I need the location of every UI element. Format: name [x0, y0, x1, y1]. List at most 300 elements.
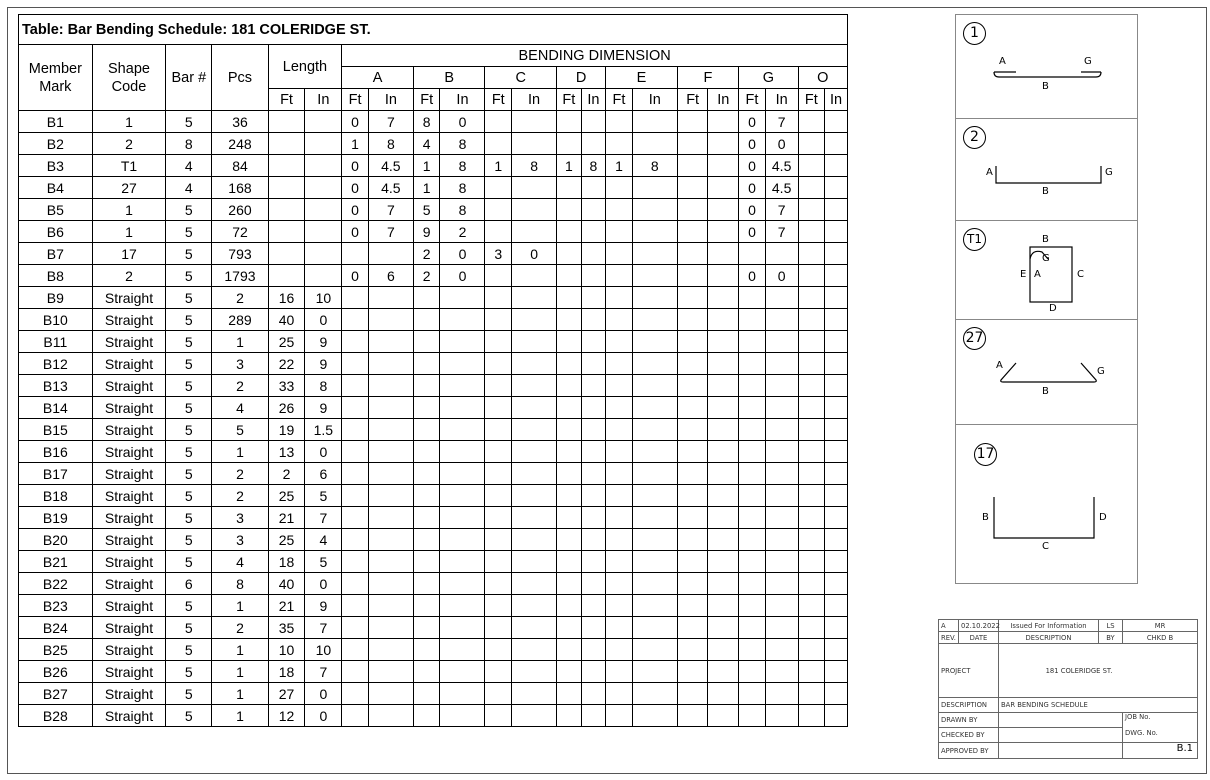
- table-cell: [798, 595, 825, 617]
- table-cell: [557, 353, 582, 375]
- table-cell: [606, 639, 633, 661]
- header-ft: Ft: [677, 89, 708, 111]
- table-cell: [485, 265, 512, 287]
- table-cell: [798, 573, 825, 595]
- table-cell: [557, 287, 582, 309]
- header-in: In: [305, 89, 342, 111]
- bar-bending-schedule-table: [18, 14, 848, 727]
- table-cell: [677, 441, 708, 463]
- table-cell: [440, 309, 485, 331]
- shape-1-diagram: [956, 15, 1137, 119]
- table-cell: [765, 463, 798, 485]
- table-cell: [825, 639, 848, 661]
- table-cell: [342, 661, 369, 683]
- table-cell: 0: [305, 705, 342, 727]
- table-row: [19, 287, 848, 309]
- table-cell: 289: [212, 309, 268, 331]
- table-cell: 1: [413, 155, 440, 177]
- table-cell: [368, 551, 413, 573]
- table-row: [19, 419, 848, 441]
- table-cell: [512, 705, 557, 727]
- header-ft: Ft: [413, 89, 440, 111]
- table-cell: [632, 661, 677, 683]
- table-cell: 0: [739, 265, 766, 287]
- table-cell: [825, 375, 848, 397]
- table-cell: [739, 507, 766, 529]
- table-cell: 5: [166, 221, 212, 243]
- table-cell: [305, 243, 342, 265]
- table-cell: 4: [212, 551, 268, 573]
- table-cell: [739, 463, 766, 485]
- table-cell: [485, 177, 512, 199]
- table-cell: [798, 441, 825, 463]
- table-cell: [581, 573, 606, 595]
- table-cell: [708, 221, 739, 243]
- table-cell: [557, 111, 582, 133]
- table-cell: [739, 441, 766, 463]
- table-cell: [557, 177, 582, 199]
- table-cell: [708, 463, 739, 485]
- table-cell: [708, 551, 739, 573]
- table-cell: 2: [212, 485, 268, 507]
- approved-by-label: APPROVED BY: [939, 743, 999, 759]
- table-cell: [708, 529, 739, 551]
- table-cell: Straight: [92, 507, 166, 529]
- table-cell: 1793: [212, 265, 268, 287]
- table-cell: 2: [440, 221, 485, 243]
- table-cell: [739, 309, 766, 331]
- table-cell: [305, 111, 342, 133]
- table-cell: [765, 683, 798, 705]
- table-cell: 0: [342, 111, 369, 133]
- shape-1-panel: [956, 15, 1137, 119]
- table-cell: [739, 705, 766, 727]
- table-cell: [798, 639, 825, 661]
- shape-code-badge: 2: [963, 126, 986, 149]
- table-cell: [677, 265, 708, 287]
- by-value: LS: [1099, 620, 1123, 632]
- table-cell: [677, 595, 708, 617]
- table-cell: [440, 441, 485, 463]
- table-cell: [512, 661, 557, 683]
- table-cell: 35: [268, 617, 305, 639]
- table-cell: [581, 441, 606, 463]
- table-cell: [485, 507, 512, 529]
- table-cell: [677, 507, 708, 529]
- table-cell: [632, 243, 677, 265]
- table-cell: [485, 221, 512, 243]
- table-cell: 0: [305, 441, 342, 463]
- table-cell: [739, 683, 766, 705]
- table-cell: [512, 617, 557, 639]
- table-cell: [440, 683, 485, 705]
- table-cell: [368, 595, 413, 617]
- table-cell: [677, 221, 708, 243]
- table-cell: [825, 265, 848, 287]
- table-cell: 5: [212, 419, 268, 441]
- table-cell: 0: [739, 199, 766, 221]
- table-cell: [798, 661, 825, 683]
- table-cell: [765, 595, 798, 617]
- table-cell: [440, 661, 485, 683]
- table-cell: 7: [305, 617, 342, 639]
- table-cell: [512, 331, 557, 353]
- table-cell: [512, 265, 557, 287]
- table-cell: [677, 177, 708, 199]
- table-cell: [798, 705, 825, 727]
- table-cell: [677, 243, 708, 265]
- table-cell: [825, 683, 848, 705]
- table-cell: [606, 529, 633, 551]
- table-cell: B11: [19, 331, 93, 353]
- table-cell: [825, 595, 848, 617]
- table-cell: [677, 419, 708, 441]
- table-cell: [825, 177, 848, 199]
- header-bar-no: Bar #: [166, 45, 212, 111]
- table-cell: [825, 419, 848, 441]
- table-cell: [825, 309, 848, 331]
- table-cell: 5: [166, 111, 212, 133]
- shape-code-badge: T1: [963, 228, 986, 251]
- table-cell: [581, 287, 606, 309]
- table-cell: 5: [166, 683, 212, 705]
- table-cell: 168: [212, 177, 268, 199]
- table-cell: [512, 309, 557, 331]
- table-cell: [413, 529, 440, 551]
- table-cell: 1: [92, 221, 166, 243]
- table-cell: [342, 397, 369, 419]
- table-cell: [342, 507, 369, 529]
- table-cell: [581, 243, 606, 265]
- table-cell: [342, 573, 369, 595]
- table-row: [19, 595, 848, 617]
- table-cell: B7: [19, 243, 93, 265]
- table-cell: [606, 419, 633, 441]
- table-cell: [512, 353, 557, 375]
- table-cell: [606, 573, 633, 595]
- table-cell: [765, 375, 798, 397]
- table-cell: [798, 243, 825, 265]
- header-ft: Ft: [557, 89, 582, 111]
- table-cell: B10: [19, 309, 93, 331]
- table-cell: 5: [166, 441, 212, 463]
- table-cell: [557, 551, 582, 573]
- table-cell: [440, 639, 485, 661]
- table-cell: [765, 419, 798, 441]
- table-cell: 2: [92, 265, 166, 287]
- table-cell: [606, 617, 633, 639]
- table-cell: 21: [268, 507, 305, 529]
- table-cell: [268, 243, 305, 265]
- table-cell: 0: [305, 683, 342, 705]
- table-cell: 5: [166, 661, 212, 683]
- table-cell: [825, 463, 848, 485]
- shape-codes-panel: [955, 14, 1138, 584]
- table-cell: [413, 353, 440, 375]
- drawn-by-label: DRAWN BY: [939, 713, 999, 728]
- table-cell: [632, 353, 677, 375]
- table-cell: [825, 485, 848, 507]
- table-cell: Straight: [92, 595, 166, 617]
- table-cell: [440, 353, 485, 375]
- table-cell: [368, 529, 413, 551]
- table-cell: [557, 573, 582, 595]
- table-row: [19, 639, 848, 661]
- description-value: BAR BENDING SCHEDULE: [999, 698, 1198, 713]
- table-cell: [305, 265, 342, 287]
- table-cell: [413, 397, 440, 419]
- table-cell: [825, 155, 848, 177]
- table-cell: 5: [166, 595, 212, 617]
- table-cell: 4.5: [765, 155, 798, 177]
- table-cell: 0: [440, 265, 485, 287]
- table-cell: [440, 397, 485, 419]
- table-cell: B18: [19, 485, 93, 507]
- table-cell: [708, 199, 739, 221]
- table-cell: [368, 639, 413, 661]
- table-cell: [581, 419, 606, 441]
- table-cell: B15: [19, 419, 93, 441]
- shape-17-panel: [956, 425, 1137, 583]
- table-cell: 1: [212, 661, 268, 683]
- table-cell: [677, 661, 708, 683]
- table-cell: 40: [268, 573, 305, 595]
- table-cell: [739, 419, 766, 441]
- table-cell: [305, 199, 342, 221]
- table-cell: 5: [166, 331, 212, 353]
- table-cell: [305, 177, 342, 199]
- table-cell: [798, 485, 825, 507]
- table-cell: [413, 463, 440, 485]
- table-cell: [342, 353, 369, 375]
- table-cell: 1: [212, 683, 268, 705]
- table-cell: [708, 595, 739, 617]
- table-cell: 5: [166, 463, 212, 485]
- shape-code-badge: 17: [974, 443, 997, 466]
- table-cell: [512, 287, 557, 309]
- table-cell: [440, 331, 485, 353]
- table-cell: [798, 199, 825, 221]
- table-cell: 8: [440, 133, 485, 155]
- table-cell: [606, 661, 633, 683]
- table-cell: Straight: [92, 309, 166, 331]
- table-cell: 4.5: [765, 177, 798, 199]
- table-cell: 1: [212, 331, 268, 353]
- table-cell: [512, 507, 557, 529]
- shape-code-badge: 27: [963, 327, 986, 350]
- table-cell: [677, 705, 708, 727]
- table-cell: B17: [19, 463, 93, 485]
- table-cell: [581, 485, 606, 507]
- table-cell: [825, 353, 848, 375]
- table-cell: [485, 617, 512, 639]
- table-cell: 12: [268, 705, 305, 727]
- table-cell: [798, 309, 825, 331]
- shape-label-c: C: [1042, 541, 1049, 552]
- table-cell: [342, 331, 369, 353]
- table-cell: [708, 177, 739, 199]
- table-cell: [368, 353, 413, 375]
- table-cell: 5: [166, 507, 212, 529]
- table-cell: [632, 375, 677, 397]
- table-cell: [825, 287, 848, 309]
- table-cell: 0: [440, 111, 485, 133]
- table-cell: [342, 243, 369, 265]
- table-cell: [677, 683, 708, 705]
- table-cell: [268, 133, 305, 155]
- table-row: [19, 133, 848, 155]
- table-cell: [606, 243, 633, 265]
- table-cell: [368, 507, 413, 529]
- table-cell: [825, 199, 848, 221]
- table-cell: [677, 133, 708, 155]
- table-cell: [413, 375, 440, 397]
- table-cell: [677, 573, 708, 595]
- table-cell: [739, 551, 766, 573]
- table-cell: 36: [212, 111, 268, 133]
- table-cell: [512, 573, 557, 595]
- table-cell: 2: [212, 463, 268, 485]
- table-cell: [512, 397, 557, 419]
- table-cell: [739, 639, 766, 661]
- shape-27-panel: [956, 320, 1137, 425]
- table-cell: [268, 221, 305, 243]
- table-cell: [440, 463, 485, 485]
- table-cell: [798, 331, 825, 353]
- description-label: DESCRIPTION: [939, 698, 999, 713]
- table-cell: [413, 441, 440, 463]
- table-cell: [485, 419, 512, 441]
- table-cell: [557, 331, 582, 353]
- table-cell: [368, 441, 413, 463]
- table-cell: [485, 111, 512, 133]
- table-cell: [632, 199, 677, 221]
- table-cell: [368, 463, 413, 485]
- table-cell: [825, 551, 848, 573]
- table-cell: [606, 353, 633, 375]
- table-cell: [798, 397, 825, 419]
- table-row: [19, 397, 848, 419]
- table-cell: [268, 177, 305, 199]
- table-cell: Straight: [92, 353, 166, 375]
- job-no-label: JOB No.: [1123, 713, 1198, 743]
- table-cell: [606, 265, 633, 287]
- header-length: Length: [268, 45, 342, 89]
- table-cell: 10: [268, 639, 305, 661]
- table-cell: [512, 529, 557, 551]
- checked-by-label: CHECKED BY: [939, 728, 999, 743]
- table-cell: 1: [92, 111, 166, 133]
- table-cell: 3: [212, 353, 268, 375]
- table-cell: [632, 573, 677, 595]
- table-cell: 6: [368, 265, 413, 287]
- table-cell: 27: [92, 177, 166, 199]
- table-cell: [632, 639, 677, 661]
- table-cell: [606, 705, 633, 727]
- table-cell: 9: [305, 331, 342, 353]
- table-row: [19, 463, 848, 485]
- table-cell: [440, 485, 485, 507]
- table-row: [19, 441, 848, 463]
- table-cell: [512, 463, 557, 485]
- table-cell: T1: [92, 155, 166, 177]
- table-cell: [485, 595, 512, 617]
- table-cell: [581, 639, 606, 661]
- table-cell: [368, 705, 413, 727]
- table-cell: Straight: [92, 485, 166, 507]
- table-cell: 10: [305, 287, 342, 309]
- shape-label-b: B: [982, 512, 989, 523]
- table-cell: [368, 661, 413, 683]
- title-block: [938, 619, 1198, 759]
- table-cell: B27: [19, 683, 93, 705]
- table-cell: [798, 419, 825, 441]
- table-cell: [557, 485, 582, 507]
- table-cell: [765, 331, 798, 353]
- table-cell: [677, 353, 708, 375]
- table-cell: [632, 595, 677, 617]
- table-cell: 1: [413, 177, 440, 199]
- table-cell: Straight: [92, 683, 166, 705]
- table-cell: [440, 419, 485, 441]
- table-cell: [632, 617, 677, 639]
- table-cell: 1: [212, 705, 268, 727]
- table-cell: B4: [19, 177, 93, 199]
- table-cell: [708, 309, 739, 331]
- table-cell: 1: [557, 155, 582, 177]
- table-cell: [739, 331, 766, 353]
- shape-label-a: A: [986, 167, 993, 178]
- table-cell: [632, 529, 677, 551]
- shape-label-g: G: [1105, 167, 1113, 178]
- date-header: DATE: [959, 632, 999, 644]
- table-cell: [739, 397, 766, 419]
- table-row: [19, 375, 848, 397]
- table-cell: [581, 397, 606, 419]
- table-cell: [342, 705, 369, 727]
- table-cell: B5: [19, 199, 93, 221]
- header-pcs: Pcs: [212, 45, 268, 111]
- table-cell: 1: [342, 133, 369, 155]
- table-row: [19, 683, 848, 705]
- table-cell: [485, 705, 512, 727]
- table-cell: [708, 353, 739, 375]
- table-cell: 0: [342, 155, 369, 177]
- table-cell: [557, 463, 582, 485]
- table-cell: 9: [305, 353, 342, 375]
- table-cell: 18: [268, 661, 305, 683]
- table-cell: [342, 683, 369, 705]
- table-cell: 5: [166, 199, 212, 221]
- table-cell: [368, 683, 413, 705]
- table-cell: 21: [268, 595, 305, 617]
- table-cell: [708, 331, 739, 353]
- header-ft: Ft: [485, 89, 512, 111]
- table-cell: [825, 243, 848, 265]
- table-cell: 0: [342, 199, 369, 221]
- table-cell: [825, 441, 848, 463]
- table-cell: 7: [305, 661, 342, 683]
- table-cell: Straight: [92, 441, 166, 463]
- table-cell: 9: [305, 397, 342, 419]
- table-cell: 8: [212, 573, 268, 595]
- table-cell: B3: [19, 155, 93, 177]
- table-cell: 0: [342, 265, 369, 287]
- table-cell: 7: [765, 221, 798, 243]
- table-cell: 5: [166, 529, 212, 551]
- table-cell: 25: [268, 485, 305, 507]
- header-group-b: B: [413, 67, 485, 89]
